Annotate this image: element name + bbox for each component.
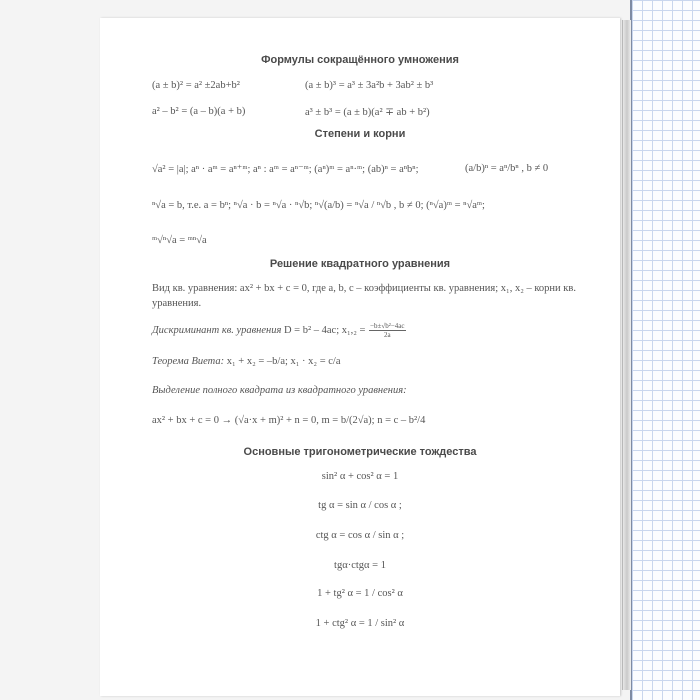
heading-trig: Основные тригонометрические тождества: [243, 446, 477, 458]
roots-row-3: ᵐ√ⁿ√a = ᵐⁿ√a: [152, 235, 207, 246]
trig-identity-1: sin² α + cos² α = 1: [321, 471, 399, 482]
complete-square-formula: ax² + bx + c = 0 → (√a·x + m)² + n = 0, m = b/(2√a); n = c – b²/4: [152, 415, 426, 426]
formula-cube: (a ± b)³ = a³ ± 3a²b + 3ab² ± b³: [305, 80, 434, 91]
powers-row-1: √a² = |a|; aⁿ · aᵐ = aⁿ⁺ᵐ; aⁿ : aᵐ = aⁿ⁻ᵐ; (aⁿ)ᵐ = aⁿ·ᵐ; (ab)ⁿ = aⁿbⁿ;: [152, 164, 419, 175]
discriminant-formula: D = b² – 4ac; x₁,₂ =: [283, 324, 366, 336]
discriminant-line: [152, 322, 407, 339]
vieta-label: Теорема Виета:: [152, 356, 225, 367]
roots-denominator: 2a: [384, 331, 391, 339]
formula-square: (a ± b)² = a² ±2ab+b²: [152, 80, 240, 91]
formula-sum-cubes: a³ ± b³ = (a ± b)(a² ∓ ab + b²): [305, 107, 430, 118]
roots-row-2: ⁿ√a = b, т.е. a = bⁿ; ⁿ√a · b = ⁿ√a · ⁿ√b; ⁿ√(a/b) = ⁿ√a / ⁿ√b , b ≠ 0; (ⁿ√a)ᵐ = ⁿ√aᵐ;: [152, 200, 485, 211]
discriminant-label: Дискриминант кв. уравнения: [152, 324, 282, 336]
trig-identity-5: 1 + tg² α = 1 / cos² α: [317, 588, 403, 599]
complete-square-label: Выделение полного квадрата из квадратного уравнения:: [152, 385, 407, 396]
powers-row-1-fraction: (a/b)ⁿ = aⁿ/bⁿ , b ≠ 0: [465, 163, 549, 174]
heading-multiplication: Формулы сокращённого умножения: [261, 54, 459, 66]
trig-identity-4: tgα·ctgα = 1: [334, 560, 386, 571]
trig-identity-2: tg α = sin α / cos α ;: [318, 500, 402, 511]
trig-identity-3: ctg α = cos α / sin α ;: [315, 530, 405, 541]
quadratic-definition: Вид кв. уравнения: ax² + bx + c = 0, где a, b, c – коэффициенты кв. уравнения; x₁, x₂ – корни кв. уравнения.: [152, 283, 576, 309]
formula-sheet: [100, 18, 620, 696]
heading-powers-roots: Степени и корни: [314, 128, 406, 140]
graph-paper: [630, 0, 700, 700]
roots-fraction: [369, 322, 405, 339]
roots-numerator: −b±√b²−4ac: [370, 322, 405, 330]
vieta-line: [152, 356, 341, 367]
formula-diff-squares: a² – b² = (a – b)(a + b): [152, 106, 246, 117]
trig-identity-6: 1 + ctg² α = 1 / sin² α: [315, 618, 405, 629]
vieta-formula: x₁ + x₂ = –b/a; x₁ · x₂ = c/a: [226, 356, 341, 367]
heading-quadratic: Решение квадратного уравнения: [269, 258, 451, 270]
notebook-binding: [622, 20, 631, 690]
